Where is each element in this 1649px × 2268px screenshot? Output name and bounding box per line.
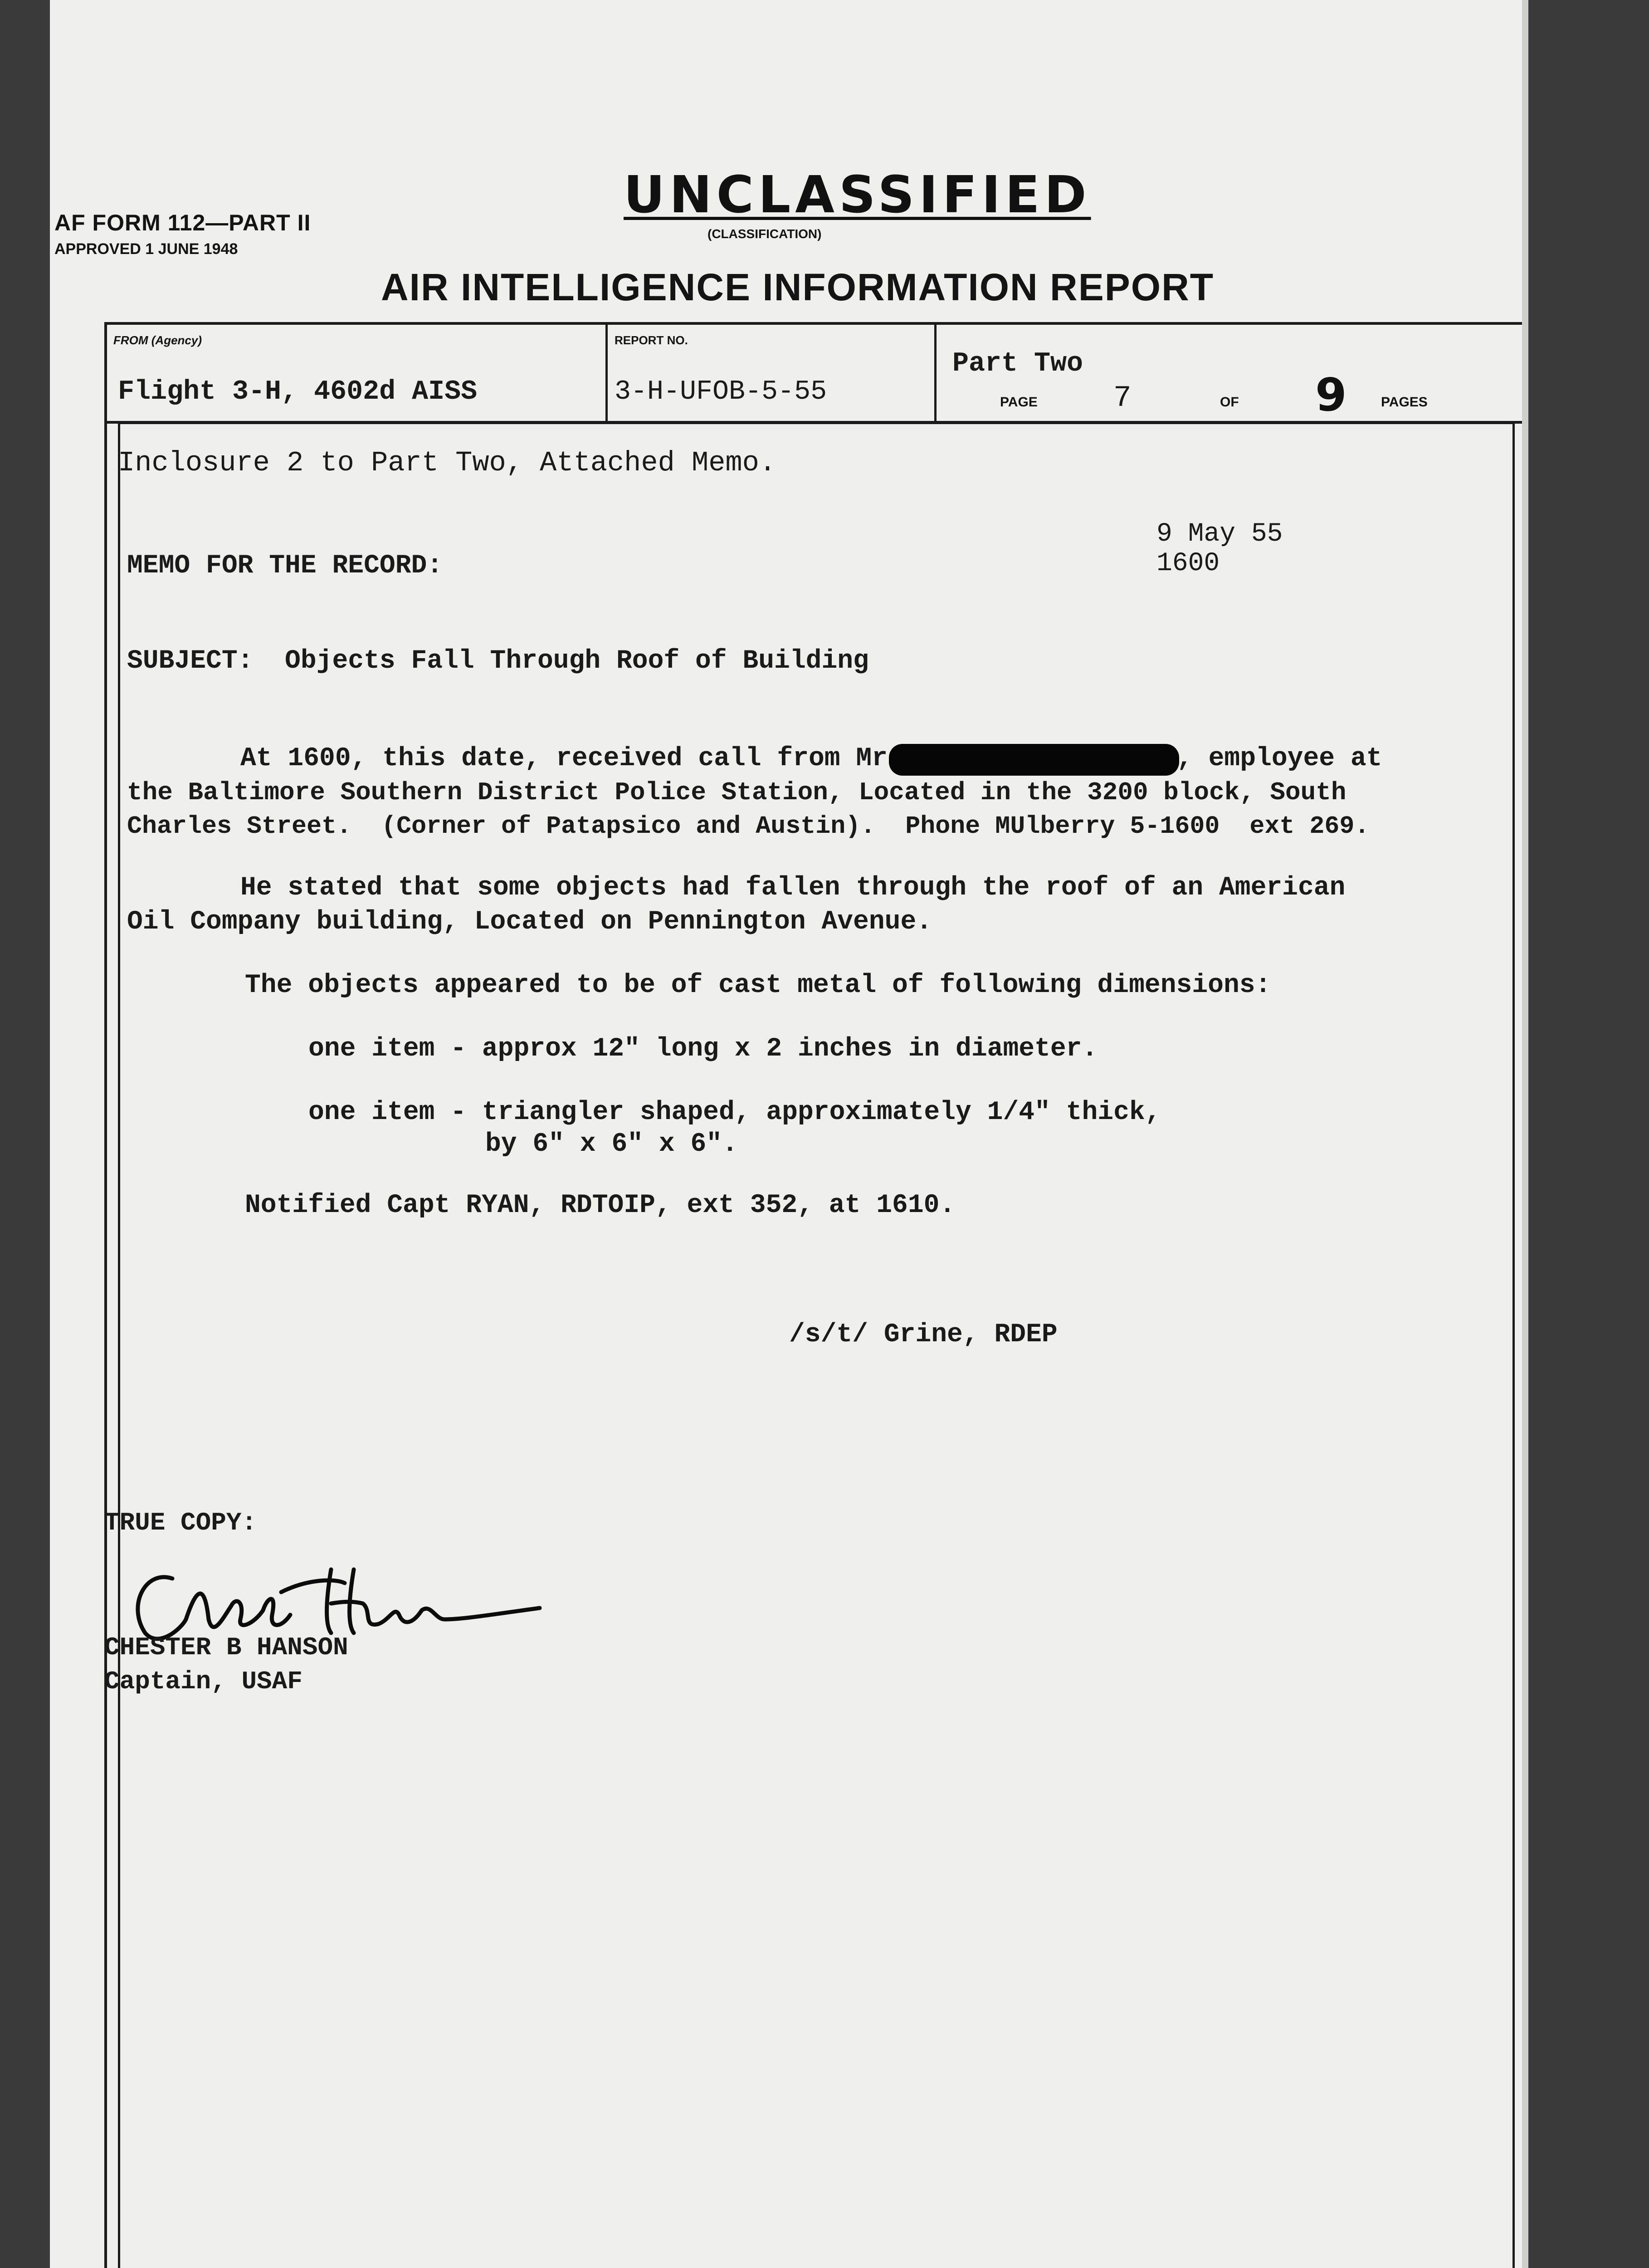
report-no-value: 3-H-UFOB-5-55 [615,376,827,407]
paragraph2-line2: Oil Company building, Located on Pennington Avenue. [127,907,932,937]
page-label: PAGE [1000,395,1038,410]
item2-line2: by 6" x 6" x 6". [485,1129,738,1159]
item2-line1: one item - triangler shaped, approximately 1/4" thick, [308,1098,1161,1127]
signature-typed: /s/t/ Grine, RDEP [789,1320,1058,1349]
from-value: Flight 3-H, 4602d AISS [118,376,478,407]
part-value: Part Two [952,348,1083,379]
form-number: AF FORM 112—PART II [54,210,311,235]
from-label: FROM (Agency) [113,333,202,347]
paragraph3: The objects appeared to be of cast metal of following dimensions: [245,971,1271,1000]
paragraph2-line1: He stated that some objects had fallen through the roof of an American [240,873,1346,903]
inclosure-line: Inclosure 2 to Part Two, Attached Memo. [118,447,776,479]
item1: one item - approx 12" long x 2 inches in diameter. [308,1034,1098,1064]
report-no-label: REPORT NO. [615,333,688,347]
signer-name: CHESTER B HANSON [104,1633,348,1662]
form-approved-date: APPROVED 1 JUNE 1948 [54,240,238,258]
memo-heading: MEMO FOR THE RECORD: [127,551,443,581]
memo-time: 1600 [1156,549,1220,578]
true-copy-label: TRUE COPY: [104,1508,257,1537]
signer-rank: Captain, USAF [104,1667,302,1696]
report-title: AIR INTELLIGENCE INFORMATION REPORT [381,266,1215,308]
classification-top: UNCLASSIFIED [624,166,1091,225]
paragraph1-line3: Charles Street. (Corner of Patapsico and Austin). Phone MUlberry 5-1600 ext 269. [127,812,1370,841]
document-page [50,0,1528,2268]
of-label: OF [1220,395,1239,410]
subject-line: SUBJECT: Objects Fall Through Roof of Building [127,646,869,676]
paragraph1-line1b: , employee at [1177,744,1382,773]
notified-line: Notified Capt RYAN, RDTOIP, ext 352, at 1610. [245,1191,956,1220]
redaction-bar [889,744,1179,776]
pages-value: 9 [1315,368,1347,421]
memo-date: 9 May 55 [1156,519,1283,549]
classification-top-label: (CLASSIFICATION) [707,227,822,241]
paragraph1-line1a: At 1600, this date, received call from Mr [240,744,888,773]
page-value: 7 [1113,381,1132,415]
pages-label: PAGES [1381,395,1428,410]
field-divider-1 [605,322,608,422]
field-divider-2 [934,322,937,422]
paragraph1-line2: the Baltimore Southern District Police Station, Located in the 3200 block, South [127,778,1347,807]
